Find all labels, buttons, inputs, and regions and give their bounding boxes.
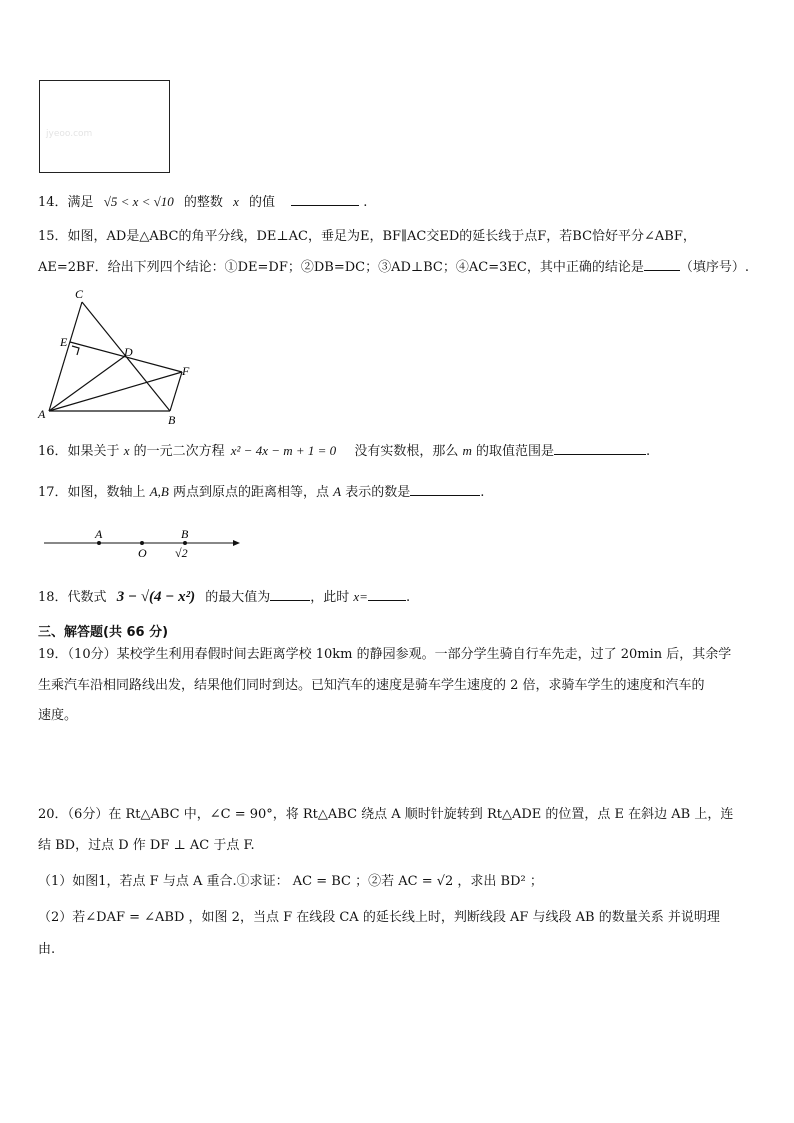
question-19-line2: 生乘汽车沿相同路线出发，结果他们同时到达。已知汽车的速度是骑车学生速度的 2 倍，求骑车学生的速度和汽车的: [38, 678, 705, 693]
q18-a: 18．代数式: [38, 590, 107, 605]
q14-var: x: [233, 194, 239, 209]
q18-answer-blank-2[interactable]: [368, 588, 406, 601]
question-15-line1: 15．如图，AD是△ABC的角平分线，DE⊥AC，垂足为E，BF∥AC交ED的延长线于点F，若BC恰好平分∠ABF，: [38, 229, 696, 244]
q14-end: .: [363, 195, 368, 210]
nl-label-sqrt2: √2: [175, 546, 188, 560]
label-D: D: [124, 345, 133, 359]
q16-b: 的一元二次方程: [133, 444, 225, 459]
q14-inequality: √5 < x < √10: [103, 194, 174, 209]
q17-a: 17．如图，数轴上: [38, 485, 146, 500]
label-A: A: [38, 407, 46, 421]
q18-answer-blank-1[interactable]: [270, 588, 310, 601]
question-20-line1: 20．（6分）在 Rt△ABC 中，∠C = 90°，将 Rt△ABC 绕点 A 顺时针旋转到 Rt△ADE 的位置，点 E 在斜边 AB 上，连: [38, 807, 734, 822]
watermark: jyeoo.com: [46, 129, 93, 139]
q16-m: m: [462, 443, 472, 458]
q18-xeq: x=: [353, 589, 368, 604]
q18-expression: 3 − √(4 − x²): [116, 589, 196, 605]
question-20-line4: （2）若∠DAF = ∠ABD ，如图 2，当点 F 在线段 CA 的延长线上时，判断线段 AF 与线段 AB 的数量关系 并说明理: [38, 910, 720, 925]
q16-a: 16．如果关于: [38, 444, 120, 459]
q16-d: 的取值范围是: [476, 444, 555, 459]
q14-mid: 的整数: [183, 195, 223, 210]
q16-c: 没有实数根，那么: [354, 444, 459, 459]
q17-c: 表示的数是: [345, 485, 411, 500]
label-C: C: [75, 287, 84, 301]
label-E: E: [60, 335, 68, 349]
q18-c: ，此时: [310, 590, 350, 605]
q17-b: 两点到原点的距离相等，点: [172, 485, 329, 500]
nl-label-O: O: [138, 546, 147, 560]
section-3-heading: 三、解答题(共 66 分): [38, 625, 169, 640]
q18-b: 的最大值为: [205, 590, 271, 605]
q17-ab: A,B: [149, 484, 169, 499]
q18-end: .: [405, 590, 411, 605]
q17-end: .: [480, 485, 485, 500]
q15-line2-text: AE=2BF．给出下列四个结论：①DE=DF；②DB=DC；③AD⊥BC；④AC=3EC，其中正确的结论是: [38, 260, 644, 275]
nl-label-B: B: [181, 527, 189, 541]
q15-line2-tail: （填序号）.: [679, 260, 749, 275]
q14-tail: 的值: [249, 195, 276, 210]
q16-end: .: [646, 444, 651, 459]
q17-A: A: [333, 484, 342, 499]
question-20-line3: （1）如图1，若点 F 与点 A 重合.①求证： AC = BC ；②若 AC = √2 ，求出 BD² ；: [38, 874, 543, 889]
question-20-line5: 由.: [38, 942, 56, 957]
question-19-line1: 19．（10分）某校学生利用春假时间去距离学校 10km 的静园参观。一部分学生骑自行车先走，过了 20min 后，其余学: [38, 647, 732, 662]
q14-prefix: 14．满足: [38, 195, 94, 210]
nl-label-A: A: [95, 527, 103, 541]
question-20-line2: 结 BD，过点 D 作 DF ⊥ AC 于点 F.: [38, 838, 255, 853]
label-B: B: [168, 413, 176, 427]
q16-x: x: [123, 443, 130, 458]
label-F: F: [182, 364, 190, 378]
q16-equation: x² − 4x − m + 1 = 0: [230, 443, 337, 458]
question-19-line3: 速度。: [38, 708, 78, 723]
question-18: [38, 588, 410, 607]
